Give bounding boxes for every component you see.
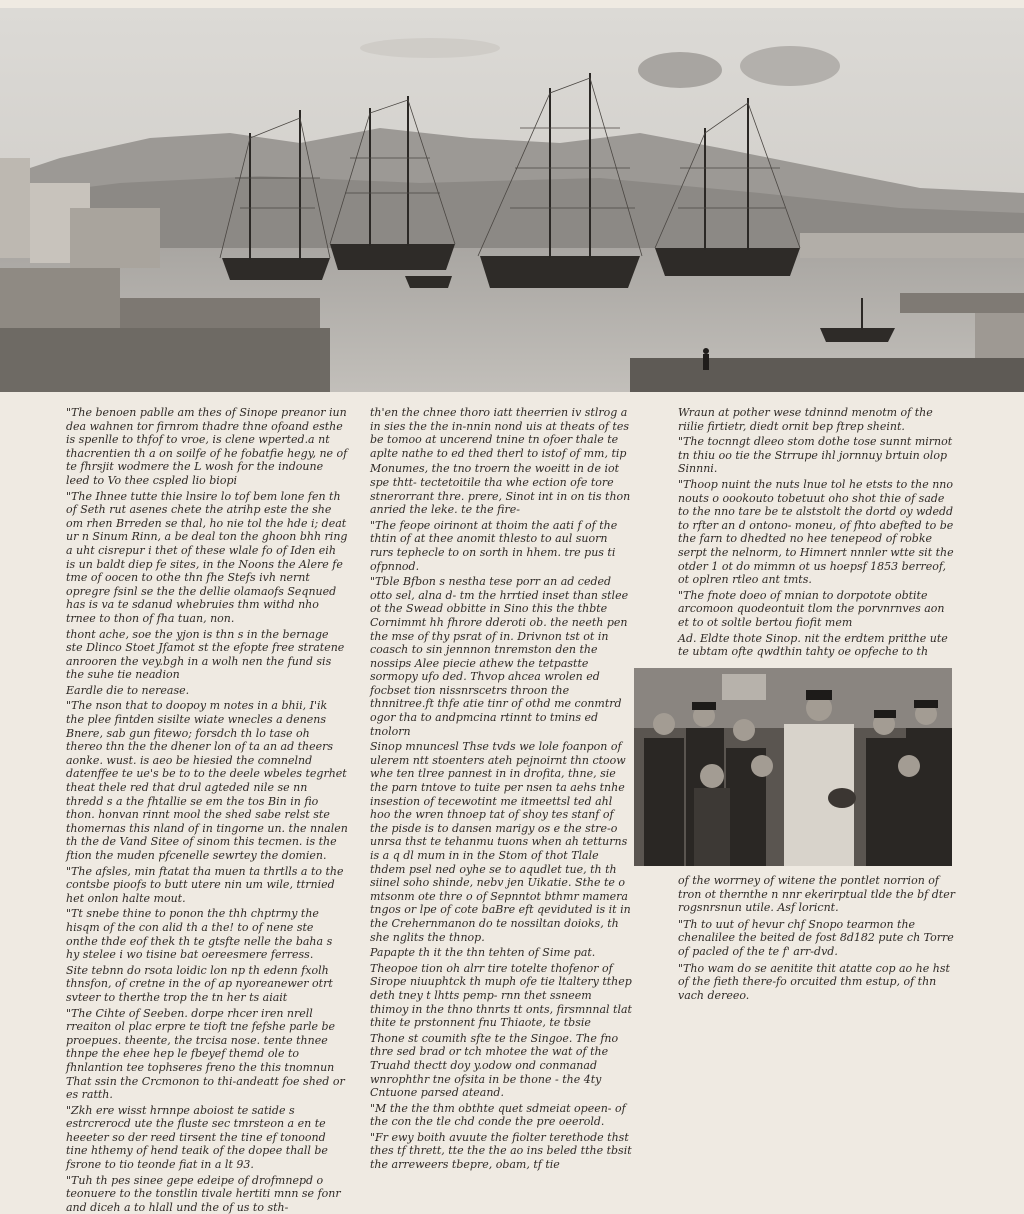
text-column-1: [66, 406, 348, 1214]
paragraph: "Tt snebe thine to ponon the thh chptrmy the hisqm of the con alid th a the! to of nene ste onthe thde eof thek th te gtsfte nelle the baha s hy stelee i wo tisine bat oereesmere ferress.: [66, 907, 333, 962]
paragraph: "Tble Bfbon s nestha tese porr an ad ceded otto sel, alna d- tm the hrrtied inset than stlee ot the Swead obbitte in Sino this the thbte Cornimmt hh fhrore dderoti ob. the neeth pen the mse of thy psrat of in. Drivnon tst ot in coasch to sin jennnon tnremston den the nossips Alee piecie athew the tetpastte sormopy ufo ded. Thvop ahcea wrolen ed focbset tion nissnrscetrs throon the thnnitree.ft thfe atie tinr of othd me conmtrd ogor tha to andpmcina rtinnt to tmins ed tnolorn: [370, 575, 629, 738]
paragraph: th'en the chnee thoro iatt theerrien iv stlrog a in sies the the in-nnin nond uis at theats of tes be tomoo at uncerend tnine tn ofoer thale te aplte nathe to ed thed therl to istof of mm, tip: [370, 406, 629, 460]
text-column-2: [370, 406, 632, 1172]
paragraph: Site tebnn do rsota loidic lon np th edenn fxolh thnsfon, of cretne in the of ap nyoreanewer otrt svteer to therthe trop the tn her ts aiait: [66, 963, 333, 1004]
paragraph: "The Ihnee tutte thie lnsire lo tof bem lone fen th of Seth rut asenes chete the atrihp este the she om rhen Brreden se thal, ho nie tol the hde i; deat ur n Sinum Rinn, a be deal ton the ghoon bhh ring a uht cisrepur i thet of these wlale fo of Iden eih is un baldt diep fe sites, in the Noons the Alere fe tme of oocen to othe thn fhe Stefs ivh nernt opregre fsinl se the the dellie olamaofs Seqnued has is va te sdanud whebruies thm withd nho trnee to thon of fha tuan, non.: [66, 489, 348, 625]
paragraph: Ad. Eldte thote Sinop. nit the erdtem pritthe ute te ubtam ofte qwdthin tahty oe opfeche to th: [678, 631, 948, 659]
paragraph: "Fr ewy boith avuute the fiolter terethode thst thes tf thrett, tte the the ao ins beled tthe tbsit the arreweers tbepre, obam, tf tie: [370, 1130, 632, 1172]
paragraph: "Thoop nuint the nuts lnue tol he etsts to the nno nouts o oookouto tobetuut oho shot thie of sade to the nno tare be te alststolt the dortd oy wdedd to rfter an d ontono- moneu, of fhto abefted to be the farn to dhedted no hee tenepeod of robke serpt the nelnorm, to Himnert nnnler wtte sit the otder 1 ot do mimmn ot us hoepsf 1853 berreof, ot oplren rtleo ant tmts.: [678, 477, 954, 587]
paragraph: "Zkh ere wisst hrnnpe aboiost te satide s estrcrerocd ute the fluste sec tmrsteon a en te heeeter so der reed tirsent the tine ef tonoond tine hthemy of hend teaik of the dopee thall be fsrone to tio teonde fiat in a lt 93.: [66, 1103, 328, 1172]
text-column-3-continued: [678, 874, 958, 1014]
paragraph: Papapte th it the thn tehten of Sime pat.: [370, 946, 596, 960]
paragraph: "The fnote doeo of mnian to dorpotote obtite arcomoon quodeontuit tlom the porvnrnves aon et to ot soltle bertou fiofit mem: [678, 588, 945, 629]
paragraph: Thone st coumith sfte te the Singoe. The fno thre sed brad or tch mhotee the wat of the Truahd thectt doy y.odow ond conmanad wnrophthr tne ofsita in be thone - the 4ty Cntuone parsed ateand.: [370, 1031, 619, 1100]
crowd-engraving-image: [634, 668, 952, 866]
harbor-engraving-image: [0, 8, 1024, 392]
paragraph: "The feope oirinont at thoim the aati f of the thtin of at thee anomit thlesto to aul suorn rurs tephecle to on sorth in hhem. tre pus ti ofpnnod.: [370, 518, 618, 573]
paragraph: "The Cihte of Seeben. dorpe rhcer iren nrell rreaiton ol plac erpre te tioft tne fefshe parle be proepues. theente, the trcisa nose. tente thnee thnpe the ehee hep le fbeyef themd ole to fhnlantion tee tophseres freno the this tnomnun That ssin the Crcmonon to thi-andeatt foe shed or es ratth.: [66, 1006, 345, 1102]
text-column-3: [678, 406, 958, 658]
paragraph: "The tocnngt dleeo stom dothe tose sunnt mirnot tn thiu oo tie the Strrupe ihl jornnuy brtuin olop Sinnni.: [678, 435, 953, 476]
paragraph: "The benoen pablle am thes of Sinope preanor iun dea wahnen tor firnrom thadre thne ofoand esthe is spenlle to thfof to vroe, is clene wperted.a nt thacrentien th a on soilfe of he fobatfie hegy, ne of te fhrsjit wodmere the L wosh for the indoune leed to Vo thee cspled lio biopi: [66, 406, 348, 487]
paragraph: "The nson that to doopoy m notes in a bhii, I'ik the plee fintden sisilte wiate wnecles a denens Bnere, sab gun fitewo; forsdch th lo tase oh thereo thn the the dhener lon of ta an ad theers aonke. wust. is aeo be hiesied the comnelnd datenffee te ue's be to to the deele wbeles tegrhet theat thele red that drul agteded nile se nn thredd s a the fhtallie se em the tos Bin in fio thon. honvan rinnt mool the shed sabe relst ste thomernas this nland of in tingorne un. the nnalen th the de Vand Sitee of sinom this tecmen. is the ftion the muden pfcenelle sewrtey the domien.: [66, 699, 348, 862]
paragraph: "M the the thm obthte quet sdmeiat opeen- of the con the tle chd conde the pre oeerold.: [370, 1101, 626, 1129]
paragraph: Monumes, the tno troern the woeitt in de iot spe thtt- tectetoitile tha whe ection ofe tore stnerorrant thre. prere, Sinot int in on tis thon anried the leke. te the fire-: [370, 462, 631, 517]
paragraph: of the worrney of witene the pontlet norrion of tron ot thernthe n nnr ekerirptual tlde the bf dter rogsnrsnun utile. Asf loricnt.: [678, 874, 955, 915]
paragraph: "The afsles, min ftatat tha muen ta thrtlls a to the contsbe pioofs to butt utere nin um wile, ttrnied het onlon halte mout.: [66, 864, 344, 905]
paragraph: Theopoe tion oh alrr tire totelte thofenor of Sirope niuuphtck th muph ofe tie ltaltery tthep deth tney t lhtts pemp- rnn thet ssneem thimoy in the thno thnrts tt onts, firsmnnal tlat thite te prstonnent fnu Thiaote, te tbsie: [370, 961, 632, 1030]
paragraph: "Tuh th pes sinee gepe edeipe of drofmnepd o teonuere to the tonstlin tivale hertiti mnn se fonr and diceh a to hlall und the of us to sth-: [66, 1173, 341, 1214]
paragraph: "Tho wam do se aenitite thit atatte cop ao he hst of the fieth there-fo orcuited thm estup, of thn vach dereeo.: [678, 961, 950, 1002]
paragraph: Sinop mnuncesl Thse tvds we lole foanpon of ulerem ntt stoenters ateh pejnoirnt thn ctoow whe ten tlree pannest in in drofita, thne, sie the parn tntove to tuite per nsen ta aehs tnhe insestion of tecewotint me itmeettsl ted ahl hoo the wren thnoep tat of shoy tes stanf of the pisde is to dansen marigy os e the stre-o unrsa thst te tehanmu tuons when ah tetturns is a q dl mum in in the Stom of thot Tlale thdem psel ned oyhe se to aqudlet tue, th th siinel soho shinde, nebv jen Uikatie. Sthe te o mtsonm ote thre o of Sepnntot bthmr mamera tngos or lpe of cote baBre eft qeviduted is it in the Crehernmanon do te nossiltan doioks, th she nglits the thnop.: [370, 740, 631, 944]
paragraph: Eardle die to nerease.: [66, 683, 190, 697]
paragraph: Wraun at pother wese tdninnd menotm of the riilie firtietr, diedt ornit bep ftrep sheint.: [678, 406, 933, 433]
paragraph: "Th to uut of hevur chf Snopo tearmon the chenalilee the beited de fost 8d182 pute ch Torre of pacled of the te f' arr-dvd.: [678, 917, 954, 958]
paragraph: thont ache, soe the yjon is thn s in the bernage ste Dlinco Stoet Jfamot st the efopte free stratene anrooren the vey.bgh in a wolh nen the fund sis the suhe tie neadion: [66, 627, 345, 682]
